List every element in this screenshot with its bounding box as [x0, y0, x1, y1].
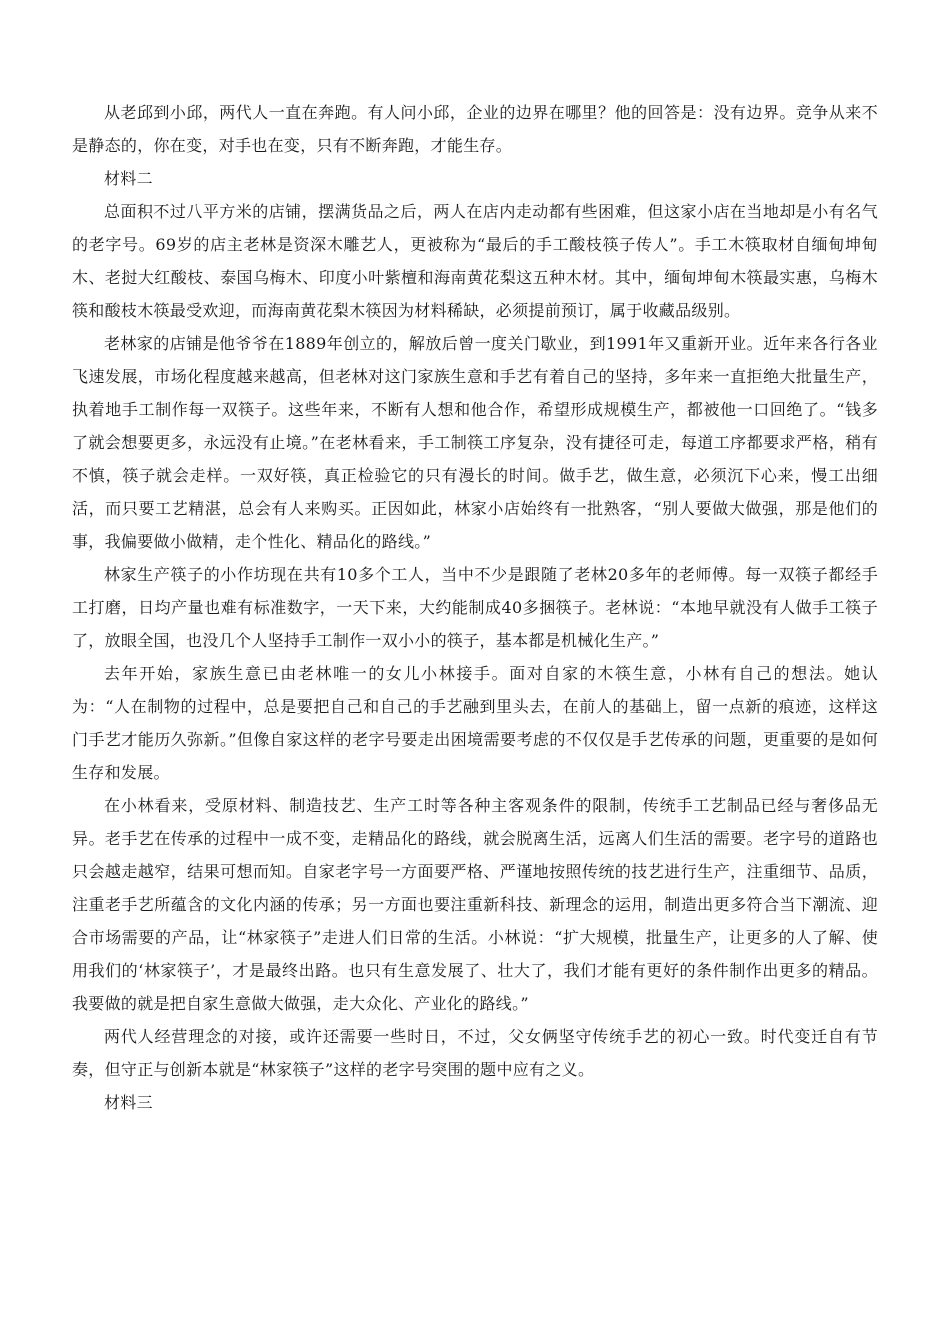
paragraph-family-history: 老林家的店铺是他爷爷在1889年创立的，解放后曾一度关门歇业，到1991年又重新开业。近年来各行各业飞速发展，市场化程度越来越高，但老林对这门家族生意和手艺有着自己的坚持，多年来一直拒绝大批量生产，执着地手工制作每一双筷子。这些年来，不断有人想和他合作，希望形成规模生产，都被他一口回绝了。“钱多了就会想要更多，永远没有止境。”在老林看来，手工制筷工序复杂，没有捷径可走，每道工序都要求严格，稍有不慎，筷子就会走样。一双好筷，真正检验它的只有漫长的时间。做手艺，做生意，必须沉下心来，慢工出细活，而只要工艺精湛，总会有人来购买。正因如此，林家小店始终有一批熟客，“别人要做大做强，那是他们的事，我偏要做小做精，走个性化、精品化的路线。” — [72, 334, 878, 551]
paragraph-daughter-takeover: 去年开始，家族生意已由老林唯一的女儿小林接手。面对自家的木筷生意，小林有自己的想法。她认为：“人在制物的过程中，总是要把自己和自己的手艺融到里头去，在前人的基础上，留一点新的痕迹，这样这门手艺才能历久弥新。”但像自家这样的老字号要走出困境需要考虑的不仅仅是手艺传承的问题，更重要的是如何生存和发展。 — [72, 664, 878, 782]
paragraph-runner-quote: 从老邱到小邱，两代人一直在奔跑。有人问小邱，企业的边界在哪里？他的回答是：没有边界。竞争从来不是静态的，你在变，对手也在变，只有不断奔跑，才能生存。 — [72, 103, 878, 155]
paragraph-conclusion: 两代人经营理念的对接，或许还需要一些时日，不过，父女俩坚守传统手艺的初心一致。时代变迁自有节奏，但守正与创新本就是“林家筷子”这样的老字号突围的题中应有之义。 — [72, 1027, 878, 1079]
paragraph-workshop: 林家生产筷子的小作坊现在共有10多个工人，当中不少是跟随了老林20多年的老师傅。每一双筷子都经手工打磨，日均产量也难有标准数字，一天下来，大约能制成40多捆筷子。老林说：“本地早就没有人做手工筷子了，放眼全国，也没几个人坚持手工制作一双小小的筷子，基本都是机械化生产。” — [72, 565, 878, 650]
section-heading-material-2: 材料二 — [104, 169, 153, 188]
paragraph-daughter-view: 在小林看来，受原材料、制造技艺、生产工时等各种主客观条件的限制，传统手工艺制品已经与奢侈品无异。老手艺在传承的过程中一成不变，走精品化的路线，就会脱离生活，远离人们生活的需要。老字号的道路也只会越走越窄，结果可想而知。自家老字号一方面要严格、严谨地按照传统的技艺进行生产，注重细节、品质，注重老手艺所蕴含的文化内涵的传承；另一方面也要注重新科技、新理念的运用，制造出更多符合当下潮流、迎合市场需要的产品，让“林家筷子”走进人们日常的生活。小林说：“扩大规模，批量生产，让更多的人了解、使用我们的‘林家筷子’，才是最终出路。也只有生意发展了、壮大了，我们才能有更好的条件制作出更多的精品。我要做的就是把自家生意做大做强，走大众化、产业化的路线。” — [72, 796, 878, 1013]
section-heading-material-3: 材料三 — [104, 1093, 153, 1112]
paragraph-shop-intro: 总面积不过八平方米的店铺，摆满货品之后，两人在店内走动都有些困难，但这家小店在当地却是小有名气的老字号。69岁的店主老林是资深木雕艺人，更被称为“最后的手工酸枝筷子传人”。手工木筷取材自缅甸坤甸木、老挝大红酸枝、泰国乌梅木、印度小叶紫檀和海南黄花梨这五种木材。其中，缅甸坤甸木筷最实惠，乌梅木筷和酸枝木筷最受欢迎，而海南黄花梨木筷因为材料稀缺，必须提前预订，属于收藏品级别。 — [72, 202, 878, 320]
